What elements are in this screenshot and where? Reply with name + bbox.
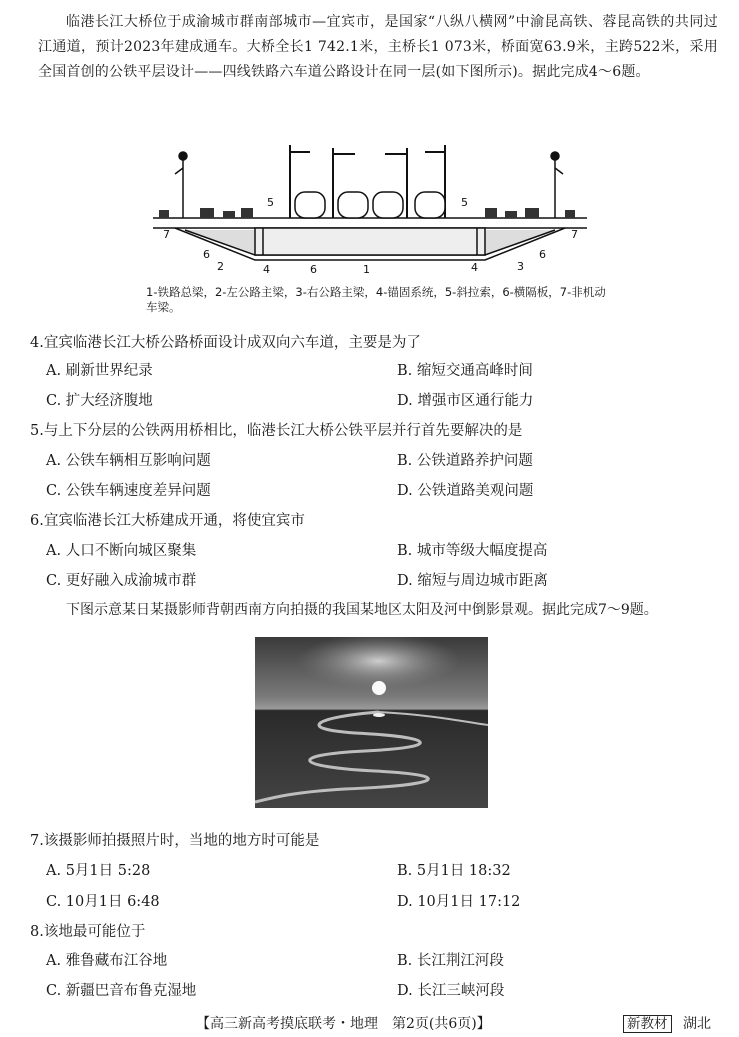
- svg-text:2: 2: [217, 260, 224, 273]
- q6-option-b: B. 城市等级大幅度提高: [397, 543, 548, 559]
- q7-option-a: A. 5月1日 5:28: [46, 863, 151, 879]
- q4-option-d: D. 增强市区通行能力: [397, 393, 534, 409]
- q5-option-d: D. 公铁道路美观问题: [397, 483, 534, 499]
- question-6-stem: 6.宜宾临港长江大桥建成开通，将使宜宾市: [30, 513, 305, 529]
- svg-text:6: 6: [310, 263, 317, 276]
- q8-option-c: C. 新疆巴音布鲁克湿地: [46, 983, 197, 999]
- q5-option-a: A. 公铁车辆相互影响问题: [46, 453, 211, 469]
- q5-option-c: C. 公铁车辆速度差异问题: [46, 483, 211, 499]
- q8-option-d: D. 长江三峡河段: [397, 983, 505, 999]
- svg-text:6: 6: [539, 248, 546, 261]
- q4-option-b: B. 缩短交通高峰时间: [397, 363, 533, 379]
- svg-text:5: 5: [461, 196, 468, 209]
- trains: [295, 192, 445, 218]
- question-5-stem: 5.与上下分层的公铁两用桥相比，临港长江大桥公铁平层并行首先要解决的是: [30, 423, 523, 439]
- svg-text:4: 4: [471, 261, 478, 274]
- svg-text:6: 6: [203, 248, 210, 261]
- question-4-stem: 4.宜宾临港长江大桥公路桥面设计成双向六车道，主要是为了: [30, 335, 421, 351]
- question-7-stem: 7.该摄影师拍摄照片时，当地的地方时可能是: [30, 833, 320, 849]
- svg-text:5: 5: [267, 196, 274, 209]
- edition-badge: 新教材: [623, 1012, 672, 1032]
- bridge-deck: [153, 218, 587, 260]
- q4-option-a: A. 刷新世界纪录: [46, 363, 153, 379]
- svg-text:7: 7: [571, 228, 578, 241]
- lamp-posts: [175, 152, 563, 218]
- svg-text:1: 1: [363, 263, 370, 276]
- q6-option-c: C. 更好融入成渝城市群: [46, 573, 197, 589]
- sun-reflection: [373, 713, 385, 717]
- q6-option-d: D. 缩短与周边城市距离: [397, 573, 548, 589]
- question-8-stem: 8.该地最可能位于: [30, 924, 146, 940]
- q8-option-b: B. 长江荆江河段: [397, 953, 504, 969]
- q4-option-c: C. 扩大经济腹地: [46, 393, 153, 409]
- intro-paragraph-1: 临港长江大桥位于成渝城市群南部城市—宜宾市，是国家“八纵八横网”中渝昆高铁、蓉昆高铁的共同过江通道，预计2023年建成通车。大桥全长1 742.1米，主桥长1 073米，桥面宽63.9米，主跨522米，采用全国首创的公铁平层设计——四线铁路六车道公路设计在同一层(如下图所示)。据此完成4～6题。: [38, 14, 718, 80]
- page-footer: 【高三新高考摸底联考・地理 第2页(共6页)】: [196, 1016, 491, 1032]
- intro-paragraph-2: 下图示意某日某摄影师背朝西南方向拍摄的我国某地区太阳及河中倒影景观。据此完成7～9题。: [66, 602, 658, 618]
- sun: [372, 681, 386, 695]
- q6-option-a: A. 人口不断向城区聚集: [46, 543, 197, 559]
- sunset-river-photo: [255, 637, 488, 808]
- region-label: 湖北: [683, 1016, 711, 1032]
- svg-text:3: 3: [517, 260, 524, 273]
- svg-text:7: 7: [163, 228, 170, 241]
- q5-option-b: B. 公铁道路养护问题: [397, 453, 533, 469]
- figure-caption: 1-铁路总梁，2-左公路主梁，3-右公路主梁，4-锚固系统，5-斜拉索，6-横隔板，7-非机动车梁。: [146, 285, 606, 314]
- q7-option-c: C. 10月1日 6:48: [46, 894, 160, 910]
- q7-option-b: B. 5月1日 18:32: [397, 863, 511, 879]
- svg-text:4: 4: [263, 263, 270, 276]
- bridge-cross-section-figure: [145, 140, 595, 285]
- q7-option-d: D. 10月1日 17:12: [397, 894, 521, 910]
- q8-option-a: A. 雅鲁藏布江谷地: [46, 953, 168, 969]
